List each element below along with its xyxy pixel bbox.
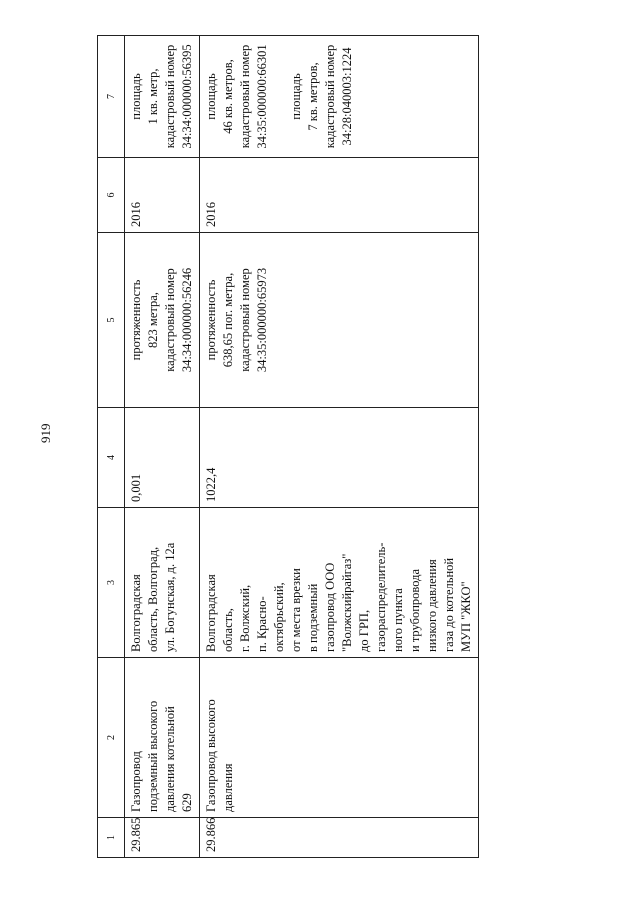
table-row: [125, 36, 200, 858]
object-name: Газопровод подземный высокого давления котельной 629: [125, 658, 200, 818]
table-row: [200, 36, 479, 858]
property-table: [97, 35, 479, 858]
column-number: 1: [98, 818, 125, 858]
column-number: 6: [98, 158, 125, 233]
object-area: площадь 1 кв. метр, кадастровый номер 34:34:000000:56395: [125, 36, 200, 158]
object-value: 0,001: [125, 408, 200, 508]
column-number: 5: [98, 233, 125, 408]
column-number: 3: [98, 508, 125, 658]
column-number: 2: [98, 658, 125, 818]
object-address: Волгоградская область, Волгоград, ул. Богунская, д. 12а: [125, 508, 200, 658]
object-area: площадь 46 кв. метров, кадастровый номер 34:35:000000:66301 площадь 7 кв. метров, кадастровый номер 34:28:040003:1224: [200, 36, 479, 158]
object-address: Волгоградская область, г. Волжский, п. Красно- октябрьский, от места врезки в подземный газопровод ООО "Волжскийрайгаз" до ГРП, газораспределитель- ного пункта и трубопровода низкого давления газа до котельной МУП "ЖКО": [200, 508, 479, 658]
object-length: протяженность 823 метра, кадастровый номер 34:34:000000:56246: [125, 233, 200, 408]
column-number: 4: [98, 408, 125, 508]
object-name: Газопровод высокого давления: [200, 658, 479, 818]
object-year: 2016: [200, 158, 479, 233]
object-value: 1022,4: [200, 408, 479, 508]
object-length: протяженность 638,65 пог. метра, кадастровый номер 34:35:000000:65973: [200, 233, 479, 408]
column-number-row: [98, 36, 125, 858]
column-number: 7: [98, 36, 125, 158]
row-number: 29.865: [125, 818, 200, 858]
row-number: 29.866: [200, 818, 479, 858]
page-number: 919: [38, 423, 53, 443]
object-year: 2016: [125, 158, 200, 233]
property-table-rotated: [97, 36, 517, 858]
